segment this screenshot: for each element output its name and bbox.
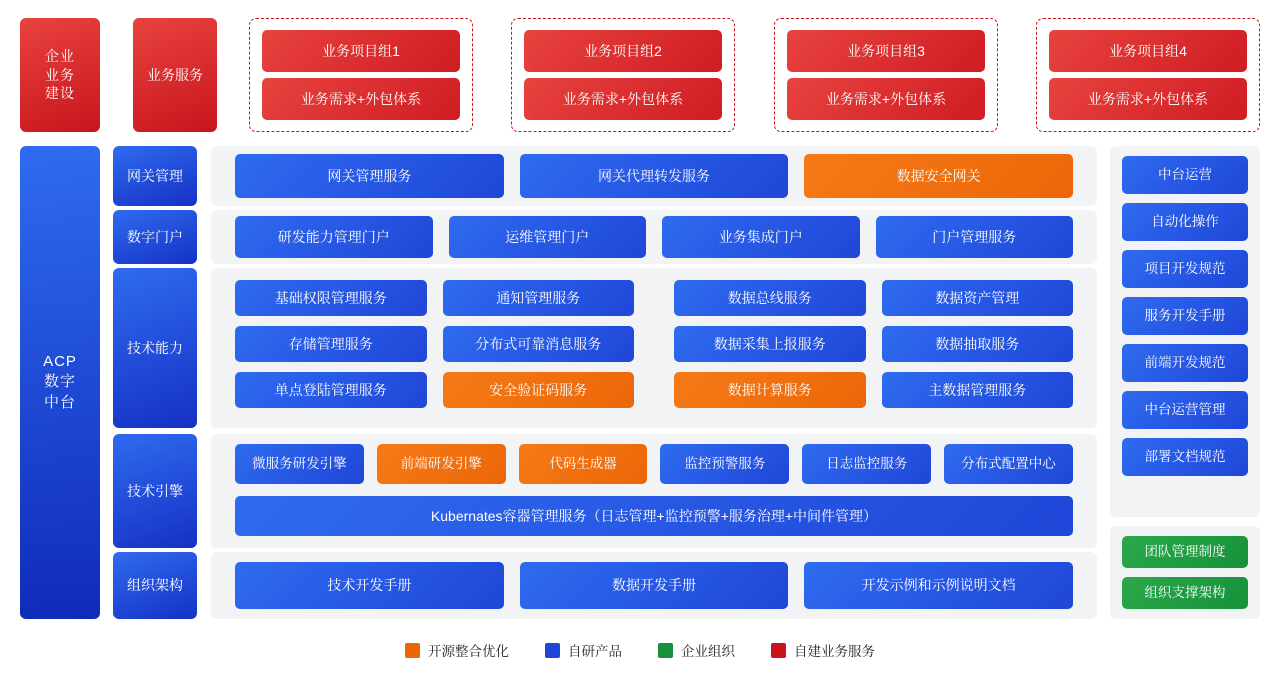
service-card[interactable]: 分布式配置中心 xyxy=(944,444,1073,484)
organization-card[interactable]: 团队管理制度 xyxy=(1122,536,1248,568)
service-card[interactable]: 日志监控服务 xyxy=(802,444,931,484)
legend-label: 企业组织 xyxy=(681,644,735,659)
business-service-block[interactable] xyxy=(133,18,217,132)
layer-label-text: 网关管理 xyxy=(127,167,183,184)
group-title[interactable]: 业务项目组3 xyxy=(787,30,985,72)
business-project-group-4 xyxy=(1036,18,1260,132)
service-card[interactable]: 网关管理服务 xyxy=(235,154,504,198)
legend-swatch-icon xyxy=(771,643,786,658)
organization-support-panel xyxy=(1110,526,1260,619)
service-card[interactable]: 监控预警服务 xyxy=(660,444,789,484)
kubernetes-service-card[interactable]: Kubernates容器管理服务（日志管理+监控预警+服务治理+中间件管理） xyxy=(235,496,1073,536)
standards-panel xyxy=(1110,146,1260,517)
service-card[interactable]: 数据安全网关 xyxy=(804,154,1073,198)
tech-engine-layer-panel xyxy=(211,434,1097,548)
layer-label-organization[interactable] xyxy=(113,552,197,619)
acp-platform-block[interactable] xyxy=(20,146,100,619)
service-card[interactable]: 主数据管理服务 xyxy=(882,372,1074,408)
legend-item xyxy=(405,640,509,660)
enterprise-business-build-label: 企业 业务 建设 xyxy=(45,47,75,102)
group-title[interactable]: 业务项目组1 xyxy=(262,30,460,72)
service-card[interactable]: 网关代理转发服务 xyxy=(520,154,789,198)
layer-label-text: 数字门户 xyxy=(127,228,183,245)
service-card[interactable]: 分布式可靠消息服务 xyxy=(443,326,635,362)
layer-label-text: 技术引擎 xyxy=(127,482,183,499)
legend-label: 自研产品 xyxy=(568,644,622,659)
service-card[interactable]: 数据采集上报服务 xyxy=(674,326,866,362)
layer-label-tech-engine[interactable] xyxy=(113,434,197,548)
organization-card[interactable]: 组织支撑架构 xyxy=(1122,577,1248,609)
service-card[interactable]: 前端研发引擎 xyxy=(377,444,506,484)
service-card[interactable]: 运维管理门户 xyxy=(449,216,647,258)
legend-swatch-icon xyxy=(658,643,673,658)
organization-layer-panel xyxy=(211,552,1097,619)
layer-label-portal[interactable] xyxy=(113,210,197,264)
service-card[interactable]: 代码生成器 xyxy=(519,444,648,484)
acp-platform-label: ACP 数字 中台 xyxy=(43,353,77,411)
service-card[interactable]: 单点登陆管理服务 xyxy=(235,372,427,408)
service-card[interactable]: 技术开发手册 xyxy=(235,562,504,609)
standard-card[interactable]: 项目开发规范 xyxy=(1122,250,1248,288)
standard-card[interactable]: 服务开发手册 xyxy=(1122,297,1248,335)
service-card[interactable]: 数据计算服务 xyxy=(674,372,866,408)
service-card[interactable]: 存储管理服务 xyxy=(235,326,427,362)
tech-capability-left-group xyxy=(235,280,634,408)
tech-capability-layer-panel xyxy=(211,268,1097,428)
top-row xyxy=(20,18,1260,132)
layer-label-text: 组织架构 xyxy=(127,577,183,594)
legend-swatch-icon xyxy=(545,643,560,658)
legend-item xyxy=(545,640,622,660)
legend-label: 自建业务服务 xyxy=(794,644,875,659)
gateway-layer-panel xyxy=(211,146,1097,206)
service-card[interactable]: 门户管理服务 xyxy=(876,216,1074,258)
legend xyxy=(0,640,1280,660)
group-subtitle[interactable]: 业务需求+外包体系 xyxy=(787,78,985,120)
business-service-label: 业务服务 xyxy=(147,66,203,83)
layer-label-gateway[interactable] xyxy=(113,146,197,206)
standard-card[interactable]: 中台运营 xyxy=(1122,156,1248,194)
group-title[interactable]: 业务项目组4 xyxy=(1049,30,1247,72)
standard-card[interactable]: 中台运营管理 xyxy=(1122,391,1248,429)
standard-card[interactable]: 自动化操作 xyxy=(1122,203,1248,241)
standard-card[interactable]: 部署文档规范 xyxy=(1122,438,1248,476)
group-subtitle[interactable]: 业务需求+外包体系 xyxy=(1049,78,1247,120)
business-project-group-2 xyxy=(511,18,735,132)
tech-capability-right-group xyxy=(674,280,1073,408)
standard-card[interactable]: 前端开发规范 xyxy=(1122,344,1248,382)
service-card[interactable]: 微服务研发引擎 xyxy=(235,444,364,484)
portal-layer-panel xyxy=(211,210,1097,264)
service-card[interactable]: 数据资产管理 xyxy=(882,280,1074,316)
service-card[interactable]: 基础权限管理服务 xyxy=(235,280,427,316)
layer-label-tech-capability[interactable] xyxy=(113,268,197,428)
service-card[interactable]: 开发示例和示例说明文档 xyxy=(804,562,1073,609)
business-project-group-3 xyxy=(774,18,998,132)
service-card[interactable]: 安全验证码服务 xyxy=(443,372,635,408)
service-card[interactable]: 数据开发手册 xyxy=(520,562,789,609)
layer-label-text: 技术能力 xyxy=(127,339,183,356)
service-card[interactable]: 业务集成门户 xyxy=(662,216,860,258)
service-card[interactable]: 数据总线服务 xyxy=(674,280,866,316)
group-title[interactable]: 业务项目组2 xyxy=(524,30,722,72)
legend-item xyxy=(658,640,735,660)
legend-item xyxy=(771,640,875,660)
service-card[interactable]: 通知管理服务 xyxy=(443,280,635,316)
legend-label: 开源整合优化 xyxy=(428,644,509,659)
group-subtitle[interactable]: 业务需求+外包体系 xyxy=(262,78,460,120)
service-card[interactable]: 研发能力管理门户 xyxy=(235,216,433,258)
group-subtitle[interactable]: 业务需求+外包体系 xyxy=(524,78,722,120)
enterprise-business-build-block[interactable] xyxy=(20,18,100,132)
service-card[interactable]: 数据抽取服务 xyxy=(882,326,1074,362)
business-project-group-1 xyxy=(249,18,473,132)
legend-swatch-icon xyxy=(405,643,420,658)
